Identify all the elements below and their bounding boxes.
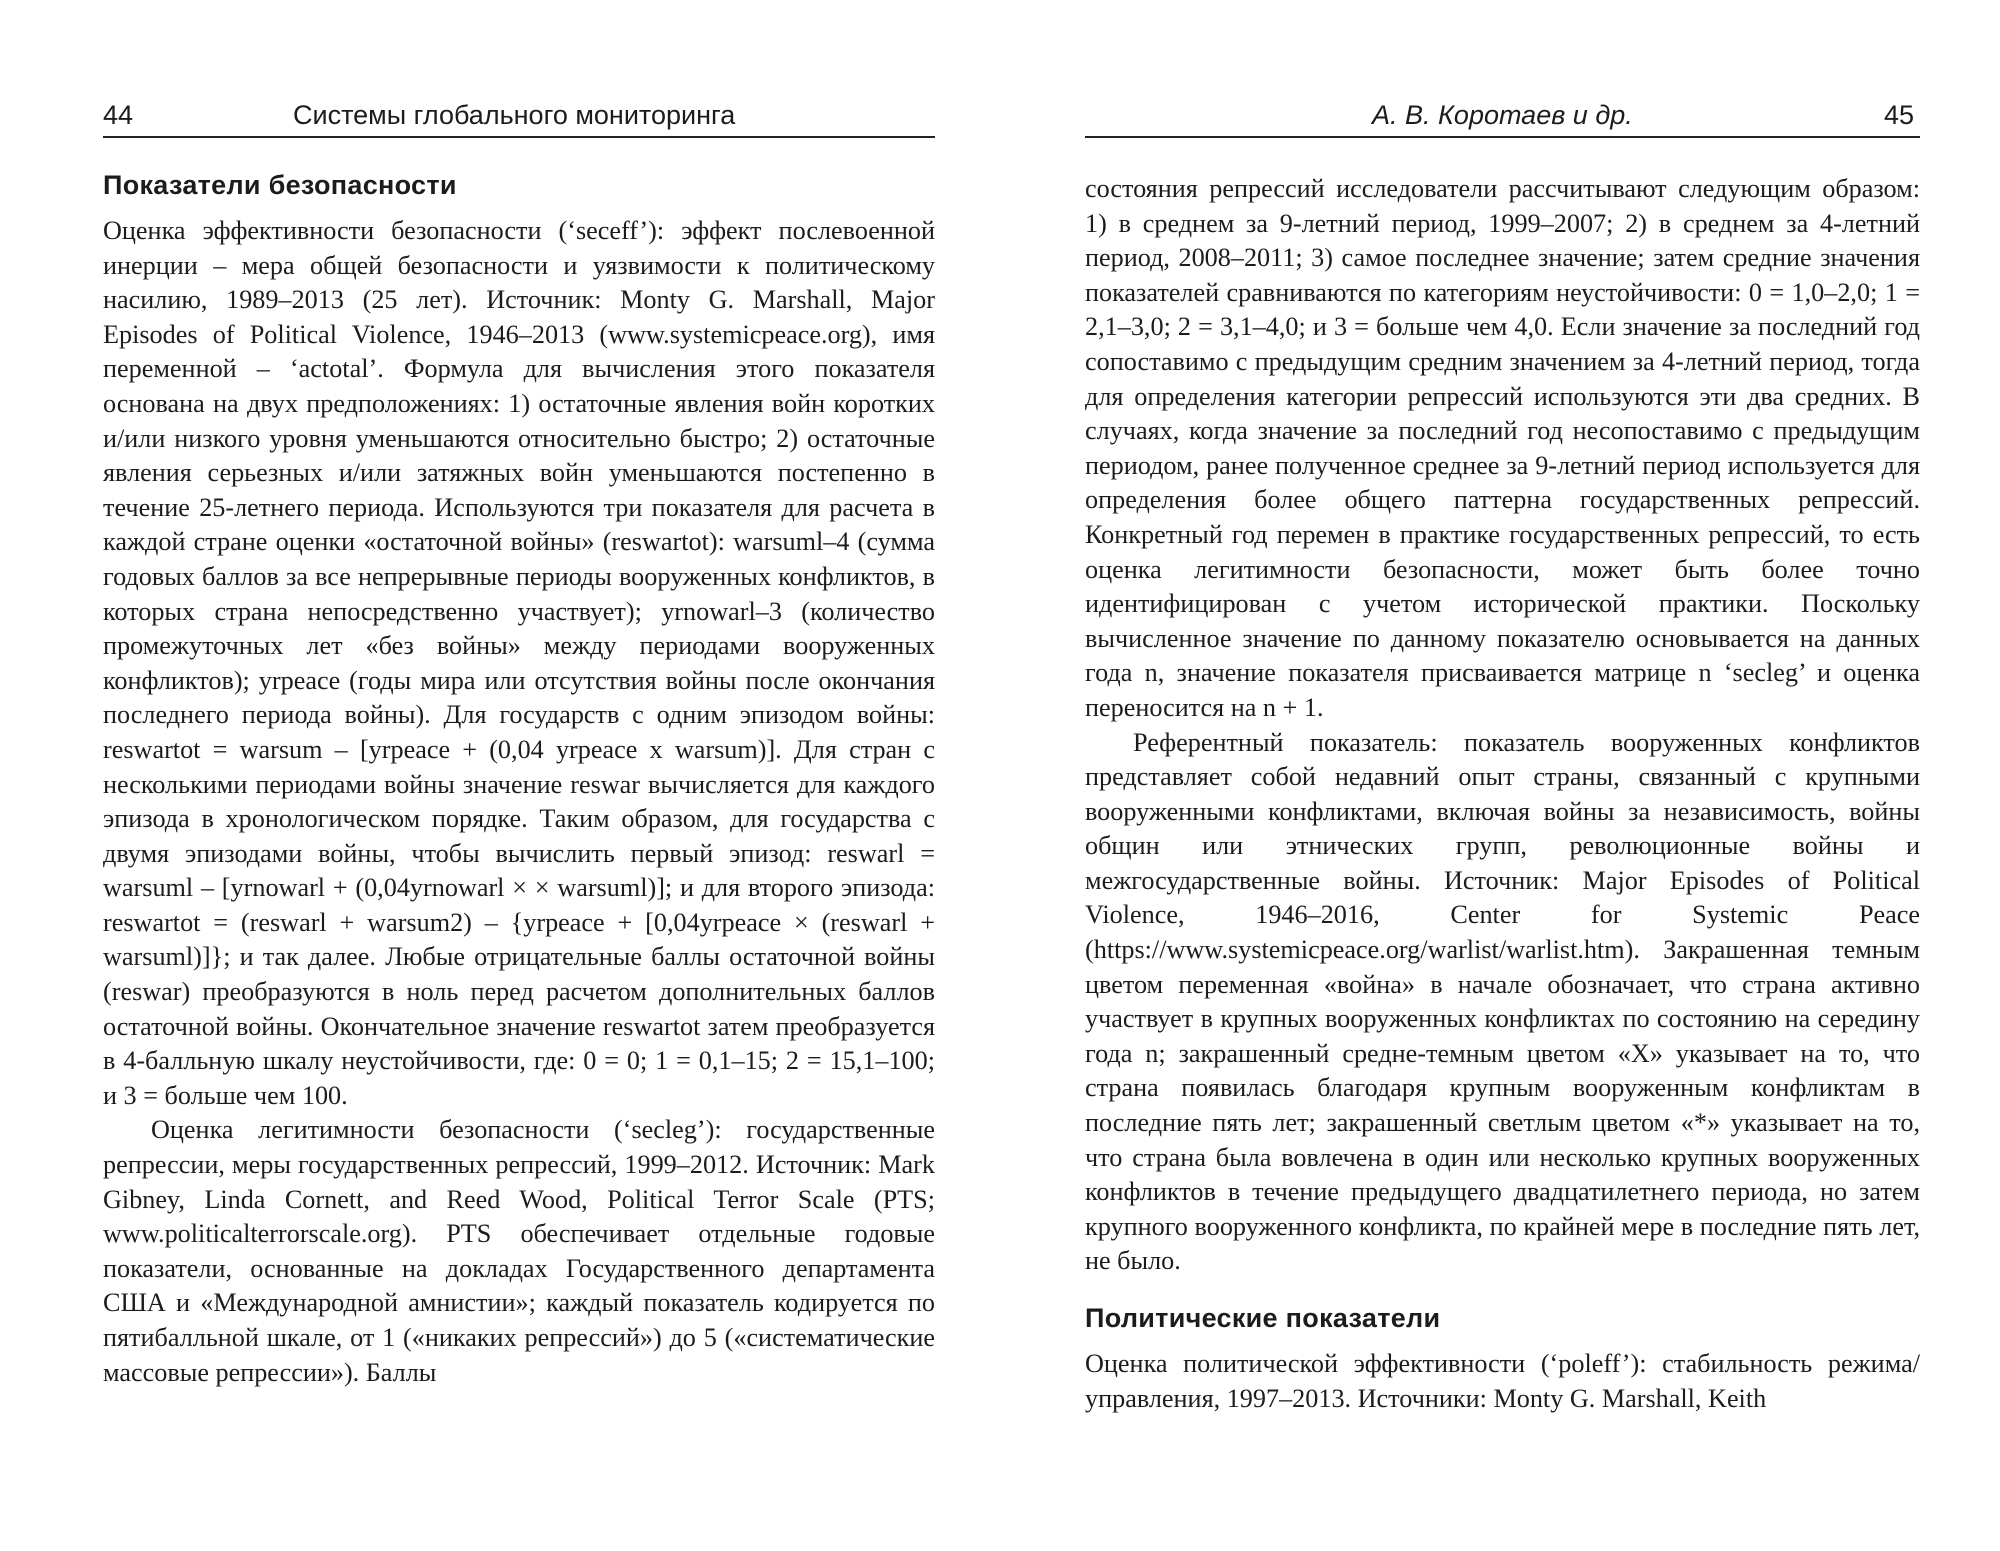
section-heading-political: Политические показатели xyxy=(1085,1303,1441,1333)
left-page-header xyxy=(103,96,935,138)
paragraph-repression-continued: состояния репрессий исследователи рассчитывают следующим образом: 1) в среднем за 9-летний период, 1999–2007; 2) в среднем за 4-летний период, 2008–2011; 3) самое последнее значение; затем средние значения показателей сравниваются по категориям неустойчивости: 0 = 1,0–2,0; 1 = 2,1–3,0; 2 = 3,1–4,0; и 3 = больше чем 4,0. Если значение за последний год сопоставимо с предыдущим средним значением за 4-летний период, тогда для определения категории репрессий используются эти два средних. В случаях, когда значение за последний год несопоставимо с предыдущим периодом, ранее полученное среднее за 9-летний период используется для определения более общего паттерна государственных репрессий. Конкретный год перемен в практике государственных репрессий, то есть оценка легитимности безопасности, может быть более точно идентифицирован с учетом исторической практики. Поскольку вычисленное значение по данному показателю основывается на данных года n, значение показателя присваивается матрице n ‘secleg’ и оценка переносится на n + 1. xyxy=(1085,174,1920,722)
section-heading-security: Показатели безопасности xyxy=(103,170,457,200)
right-page-number: 45 xyxy=(1883,100,1914,130)
right-page-header xyxy=(1085,96,1920,138)
right-running-title: А. В. Коротаев и др. xyxy=(1372,100,1633,130)
right-page-body xyxy=(1085,172,1920,1416)
paragraph-reference-indicator: Референтный показатель: показатель вооруженных конфликтов представляет собой недавний опыт страны, связанный с крупными вооруженными конфликтами, включая войны за независимость, войны общин или этнических групп, революционные войны и межгосударственные войны. Источник: Major Episodes of Political Violence, 1946–2016, Center for Systemic Peace (https://www.systemicpeace.org/warlist/warlist.htm). Закрашенная темным цветом переменная «война» в начале обозначает, что страна активно участвует в крупных вооруженных конфликтах по состоянию на середину года n; закрашенный средне-темным цветом «X» указывает на то, что страна появилась благодаря крупным вооруженным конфликтам в последние пять лет; закрашенный светлым цветом «*» указывает на то, что страна была вовлечена в один или несколько крупных вооруженных конфликтов в течение предыдущего двадцатилетнего периода, но затем крупного вооруженного конфликта, по крайней мере в последние пять лет, не было. xyxy=(1085,727,1920,1276)
left-page-body xyxy=(103,168,935,1390)
left-page-number: 44 xyxy=(103,100,134,130)
paragraph-secleg: Оценка легитимности безопасности (‘secleg’): государственные репрессии, меры государственных репрессий, 1999–2012. Источник: Mark Gibney, Linda Cornett, and Reed Wood, Political Terror Scale (PTS; www.politicalterrorscale.org). PTS обеспечивает отдельные годовые показатели, основанные на докладах Государственного департамента США и «Международной амнистии»; каждый показатель кодируется по пятибалльной шкале, от 1 («никаких репрессий») до 5 («систематические массовые репрессии»). Баллы xyxy=(103,1115,935,1387)
left-running-title: Системы глобального мониторинга xyxy=(293,100,736,130)
paragraph-seceff: Оценка эффективности безопасности (‘seceff’): эффект послевоенной инерции – мера общей безопасности и уязвимости к политическому насилию, 1989–2013 (25 лет). Источник: Monty G. Marshall, Major Episodes of Political Violence, 1946–2013 (www.systemicpeace.org), имя переменной – ‘actotal’. Формула для вычисления этого показателя основана на двух предположениях: 1) остаточные явления войн коротких и/или низкого уровня уменьшаются относительно быстро; 2) остаточные явления серьезных и/или затяжных войн уменьшаются постепенно в течение 25-летнего периода. Используются три показателя для расчета в каждой стране оценки «остаточной войны» (reswartot): warsuml–4 (сумма годовых баллов за все непрерывные периоды вооруженных конфликтов, в которых страна непосредственно участвует); yrnowarl–3 (количество промежуточных лет «без войны» между периодами вооруженных конфликтов); yrpeace (годы мира или отсутствия войны после окончания последнего периода войны). Для государств с одним эпизодом войны: reswartot = warsum – [yrpeace + (0,04 yrpeace x warsum)]. Для стран с несколькими периодами войны значение reswar вычисляется для каждого эпизода в хронологическом порядке. Таким образом, для государства с двумя эпизодами войны, чтобы вычислить первый эпизод: reswarl = warsuml – [yrnowarl + (0,04yrnowarl × × warsuml)]; и для второго эпизода: reswartot = (reswarl + warsum2) – {yrpeace + [0,04yrpeace × (reswarl + warsuml)]}; и так далее. Любые отрицательные баллы остаточной войны (reswar) преобразуются в ноль перед расчетом дополнительных баллов остаточной войны. Окончательное значение reswartot затем преобразуется в 4-балльную шкалу неустойчивости, где: 0 = 0; 1 = 0,1–15; 2 = 15,1–100; и 3 = больше чем 100. xyxy=(103,216,935,1110)
paragraph-poleff: Оценка политической эффективности (‘poleff’): стабильность режима/управления, 1997–2013. Источники: Monty G. Marshall, Keith xyxy=(1085,1349,1920,1413)
